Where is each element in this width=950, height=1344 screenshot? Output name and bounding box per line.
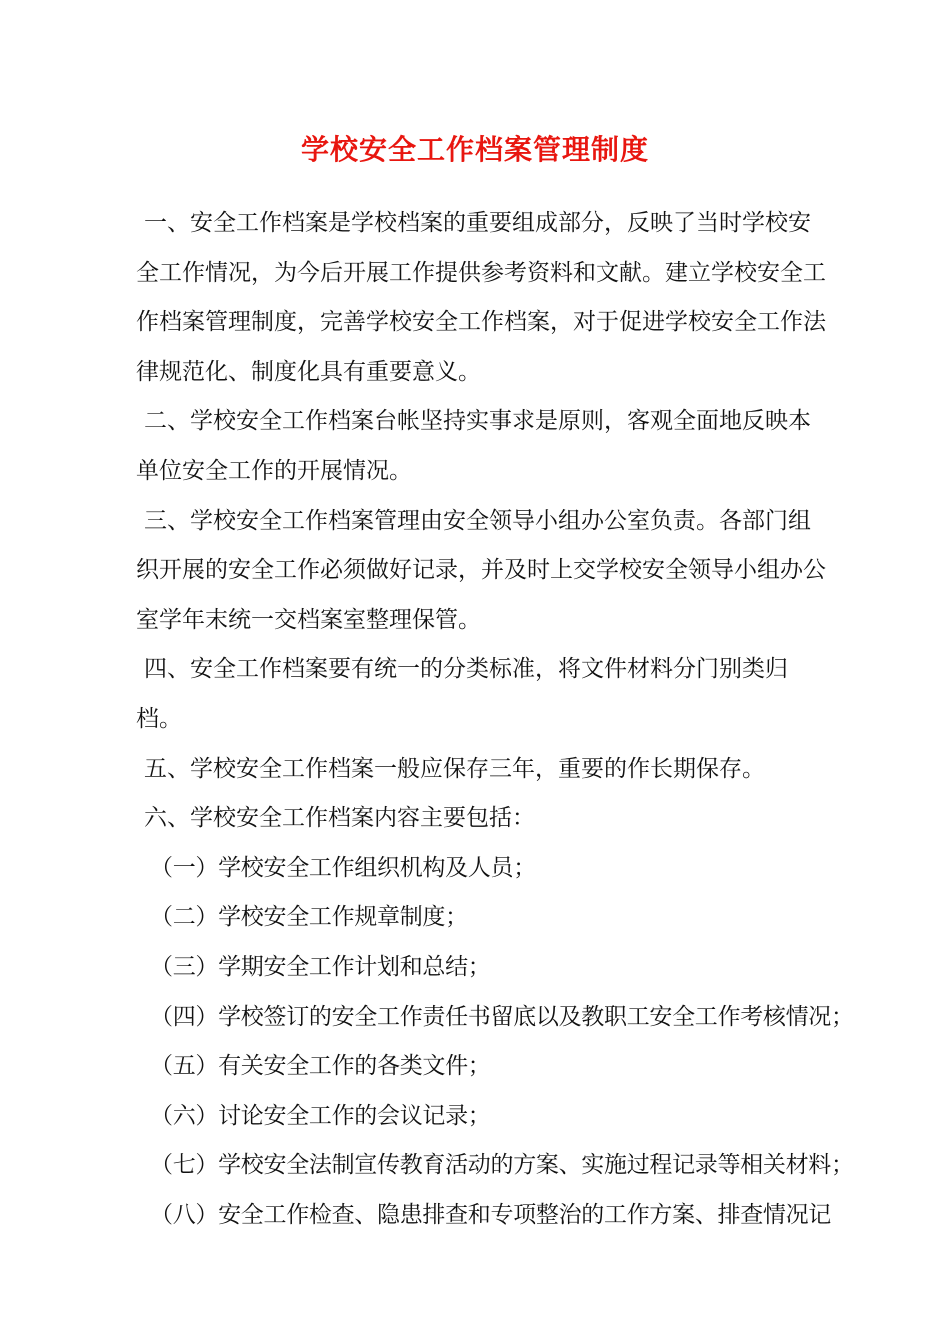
paragraph-1: 一、安全工作档案是学校档案的重要组成部分，反映了当时学校安全工作情况，为今后开展工作提供参考资料和文献。建立学校安全工作档案管理制度，完善学校安全工作档案，对于促进学校安全工作法律规范化、制度化具有重要意义。	[136, 210, 826, 385]
list-item-8: （八）安全工作检查、隐患排查和专项整治的工作方案、排查情况记	[150, 1201, 832, 1228]
list-item-7: （七）学校安全法制宣传教育活动的方案、实施过程记录等相关材料；	[150, 1152, 854, 1179]
paragraph-2: 二、学校安全工作档案台帐坚持实事求是原则，客观全面地反映本单位安全工作的开展情况。	[136, 408, 811, 484]
list-item-2: （二）学校安全工作规章制度；	[150, 904, 468, 931]
document-title: 学校安全工作档案管理制度	[300, 133, 649, 166]
list-item-5: （五）有关安全工作的各类文件；	[150, 1053, 491, 1080]
paragraph-6: 六、学校安全工作档案内容主要包括：	[144, 805, 535, 832]
list-item-4: （四）学校签订的安全工作责任书留底以及教职工安全工作考核情况；	[150, 1003, 854, 1030]
paragraph-4: 四、安全工作档案要有统一的分类标准，将文件材料分门别类归档。	[136, 656, 788, 732]
list-item-1: （一）学校安全工作组织机构及人员；	[150, 854, 536, 881]
list-item-3: （三）学期安全工作计划和总结；	[150, 953, 491, 980]
paragraph-5: 五、学校安全工作档案一般应保存三年，重要的作长期保存。	[144, 755, 765, 782]
paragraph-3: 三、学校安全工作档案管理由安全领导小组办公室负责。各部门组织开展的安全工作必须做好记录，并及时上交学校安全领导小组办公室学年末统一交档案室整理保管。	[136, 507, 826, 633]
list-item-6: （六）讨论安全工作的会议记录；	[150, 1102, 491, 1129]
document-body	[136, 199, 854, 1240]
